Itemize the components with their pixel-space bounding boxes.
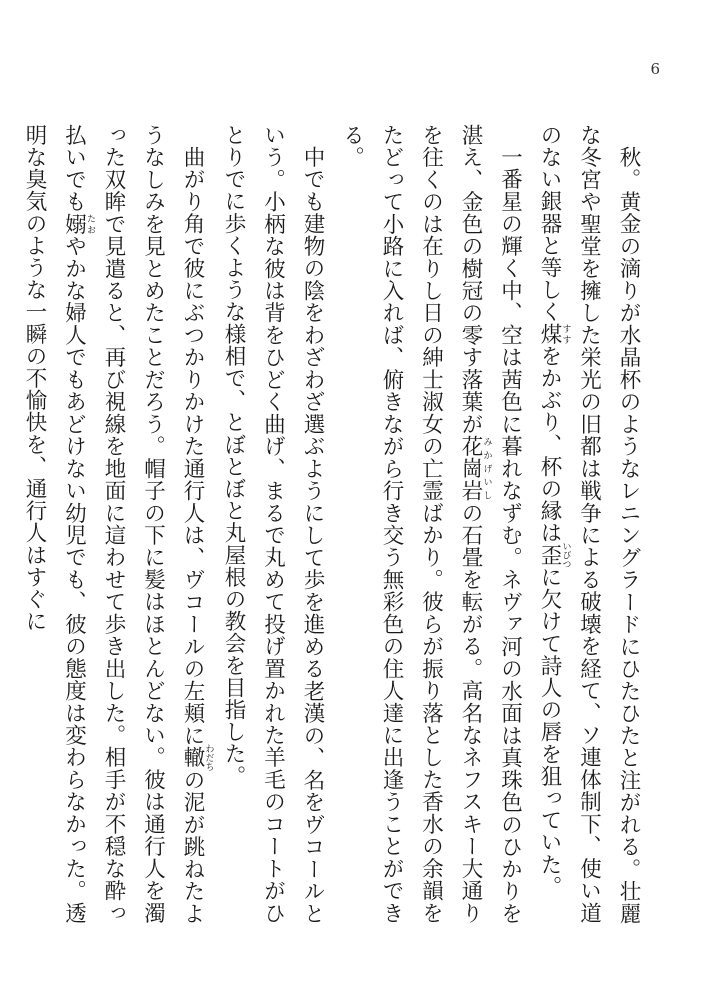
ruby-word: [61, 212, 95, 236]
ruby-reading: たお: [85, 212, 95, 235]
text-run: の泥が跳ねたようなしみを見とめたことだろう。帽子の下に髪はほとんどない。彼は通行人を濁った双眸で見遣ると、再び視線を地面に這わせて歩き出した。相手が不穏な酔っ払いでも: [61, 124, 205, 924]
paragraph: [214, 124, 333, 924]
ruby-word: [180, 743, 214, 771]
ruby-base: 歪: [537, 541, 562, 569]
text-run: 秋。黄金の滴りが水晶杯のようなレニングラードにひたひたと注がれる。壮麗な冬宮や聖堂を擁した栄光の旧都は戦争による破壊を経て、ソ連体制下、使い道のない銀器と等しく: [537, 124, 641, 924]
page-number: 6: [650, 60, 660, 78]
text-run: の石畳を転がる。高名なネフスキー大通りを往くのは在りし日の紳士淑女の亡霊ばかり。彼らが振り落とした香水の余韻をたどって小路に入れば、俯きながら行き交う無彩色の住人達に出逢うことができる。: [339, 124, 483, 924]
text-run: 曲がり角で彼にぶつかりかけた通行人は、ヴコールの左頬に: [180, 145, 205, 747]
ruby-base: 煤: [537, 322, 562, 346]
text-run: に欠けて詩人の唇を狙っていた。: [537, 566, 562, 898]
text-run: 中でも建物の陰をわざわざ選ぶようにして歩を進める老漢の、名をヴコールという。小柄な彼は背をひどく曲げ、まるで丸めて投げ置かれた羊毛のコートがひとりでに歩くような様相で、とぼとぼと丸屋根の教会を目指した。: [221, 124, 325, 924]
ruby-word: [458, 435, 492, 502]
ruby-reading: わだち: [203, 743, 214, 771]
text-run: をかぶり、杯の縁は: [537, 345, 562, 544]
text-run: 一番星の輝く中、空は茜色に暮れなずむ。ネヴァ河の水面は真珠色のひかりを湛え、金色の樹冠の零す落葉が: [458, 124, 523, 924]
ruby-reading: いびつ: [560, 541, 571, 569]
ruby-reading: すす: [560, 322, 571, 345]
ruby-base: 轍: [180, 743, 205, 771]
text-run: やかな婦人でもあどけない幼児でも、彼の態度は変わらなかった。透明な臭気のような一瞬の不愉快を、通行人はすぐに: [22, 124, 87, 924]
paragraph: [530, 124, 649, 924]
ruby-base: 嫋: [61, 212, 87, 236]
ruby-reading: みかげいし: [481, 435, 492, 502]
paragraph: [15, 124, 214, 924]
ruby-base: 花崗岩: [458, 435, 483, 502]
ruby-word: [537, 541, 571, 569]
paragraph: [332, 124, 530, 924]
ruby-word: [537, 322, 571, 346]
body-text: [15, 124, 649, 924]
